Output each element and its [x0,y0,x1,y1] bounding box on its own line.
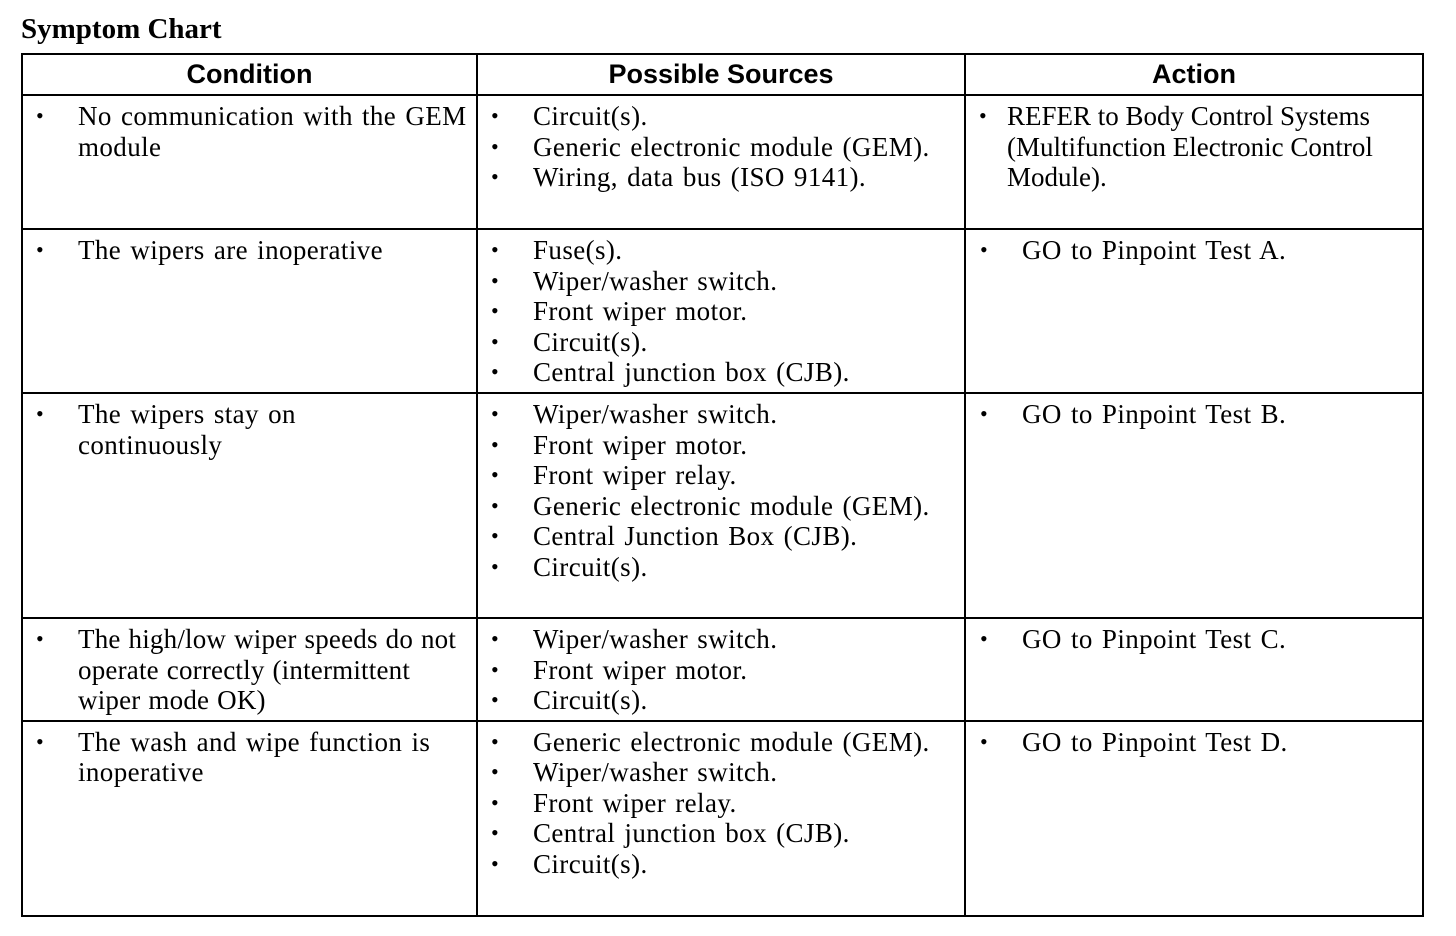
action-cell [965,229,1423,393]
condition-cell [22,721,477,916]
source-text: Wiper/washer switch. [533,399,778,429]
source-text: Front wiper relay. [533,787,737,818]
source-text: Circuit(s). [533,551,648,582]
list-item [478,235,964,266]
bullet-icon: • [36,103,45,128]
condition-text: The wash and wipe function is inoperative [78,726,431,787]
bullet-icon: • [491,328,500,354]
list-item [23,399,476,460]
action-cell [965,618,1423,721]
source-text: Circuit(s). [533,101,648,131]
list-item [23,727,476,788]
source-text: Wiper/washer switch. [533,757,778,787]
list-item [478,296,964,327]
bullet-icon: • [491,237,500,262]
source-text: Central junction box (CJB). [533,818,850,848]
header-condition: Condition [22,54,477,95]
list-item [478,624,964,655]
list-item [478,788,964,819]
bullet-icon: • [491,103,500,128]
sources-cell [477,229,965,393]
table-row [22,229,1423,393]
list-item [966,101,1422,193]
bullet-icon: • [980,728,989,754]
bullet-icon: • [491,687,500,712]
condition-cell [22,95,477,229]
source-text: Fuse(s). [533,235,623,265]
header-possible-sources: Possible Sources [477,54,965,95]
bullet-icon: • [491,626,500,651]
source-text: Wiper/washer switch. [533,265,778,296]
source-text: Central Junction Box (CJB). [533,521,858,551]
list-item [478,757,964,788]
source-text: Front wiper motor. [533,296,748,326]
bullet-icon: • [491,553,500,579]
bullet-icon: • [491,759,500,784]
table-header-row [22,54,1423,95]
action-text: GO to Pinpoint Test A. [1022,235,1287,265]
bullet-icon: • [980,626,989,651]
source-text: Circuit(s). [533,848,648,879]
list-item [23,101,476,162]
source-text: Wiring, data bus (ISO 9141). [533,162,867,192]
bullet-icon: • [491,164,500,189]
condition-text: The high/low wiper speeds do not operate correctly (intermittent wiper mode OK) [78,624,457,715]
list-item [478,818,964,849]
list-item [478,132,964,163]
action-text: GO to Pinpoint Test B. [1022,399,1287,429]
action-text: GO to Pinpoint Test C. [1022,624,1287,654]
bullet-icon: • [491,267,500,293]
sources-cell [477,721,965,916]
bullet-icon: • [491,850,500,876]
list-item [478,430,964,461]
list-item [478,327,964,358]
bullet-icon: • [491,359,500,384]
bullet-icon: • [980,237,989,262]
bullet-icon: • [979,103,987,128]
bullet-icon: • [491,523,500,548]
list-item [478,101,964,132]
source-text: Circuit(s). [533,326,648,357]
table-row [22,393,1423,618]
action-text: GO to Pinpoint Test D. [1022,726,1288,757]
bullet-icon: • [491,656,500,682]
list-item [478,552,964,583]
source-text: Wiper/washer switch. [533,624,778,654]
list-item [23,235,476,266]
condition-cell [22,618,477,721]
bullet-icon: • [491,298,500,323]
list-item [966,624,1422,655]
sources-cell [477,95,965,229]
condition-text: The wipers are inoperative [78,235,384,265]
source-text: Front wiper relay. [533,460,737,490]
bullet-icon: • [491,462,500,487]
list-item [966,727,1422,758]
condition-cell [22,229,477,393]
list-item [478,162,964,193]
source-text: Central junction box (CJB). [533,357,850,387]
sources-cell [477,393,965,618]
symptom-table [21,53,1424,917]
list-item [478,655,964,686]
list-item [478,399,964,430]
list-item [478,266,964,297]
list-item [478,357,964,388]
source-text: Front wiper motor. [533,654,748,685]
action-text: REFER to Body Control Systems (Multifunction Electronic Control Module). [1007,101,1373,192]
source-text: Generic electronic module (GEM). [533,131,930,162]
bullet-icon: • [491,728,500,754]
list-item [478,460,964,491]
bullet-icon: • [36,237,45,262]
list-item [478,849,964,880]
action-cell [965,721,1423,916]
header-action: Action [965,54,1423,95]
page-title: Symptom Chart [21,13,222,45]
action-cell [965,95,1423,229]
list-item [478,685,964,716]
bullet-icon: • [491,820,500,845]
condition-cell [22,393,477,618]
source-text: Generic electronic module (GEM). [533,490,930,521]
list-item [478,521,964,552]
table-row [22,721,1423,916]
source-text: Generic electronic module (GEM). [533,726,930,757]
condition-text: The wipers stay on continuously [78,399,296,460]
bullet-icon: • [491,133,500,159]
bullet-icon: • [491,401,500,426]
bullet-icon: • [36,401,45,426]
bullet-icon: • [491,789,500,815]
bullet-icon: • [491,492,500,518]
condition-text: No communication with the GEM module [78,101,467,162]
bullet-icon: • [36,728,45,754]
sources-cell [477,618,965,721]
list-item [478,727,964,758]
list-item [966,399,1422,430]
bullet-icon: • [980,401,989,426]
bullet-icon: • [491,431,500,457]
list-item [478,491,964,522]
list-item [23,624,476,716]
table-row [22,95,1423,229]
table-row [22,618,1423,721]
list-item [966,235,1422,266]
bullet-icon: • [36,626,44,651]
action-cell [965,393,1423,618]
source-text: Front wiper motor. [533,429,748,460]
source-text: Circuit(s). [533,685,648,715]
